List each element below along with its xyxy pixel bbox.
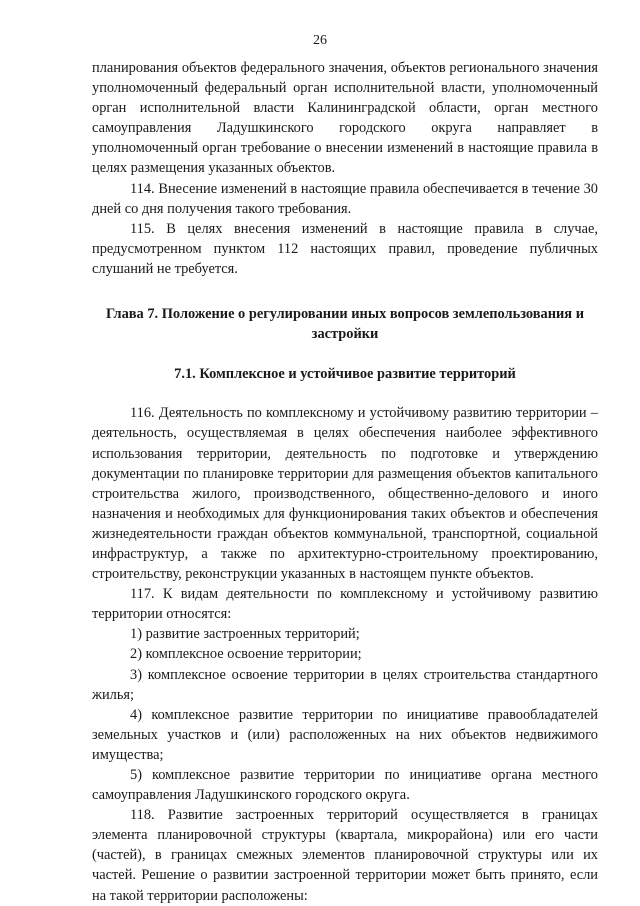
paragraph-117: 117. К видам деятельности по комплексному и устойчивому развитию территории относятся: bbox=[92, 586, 598, 623]
paragraph-116: 116. Деятельность по комплексному и устойчивому развитию территории – деятельность, осуществляемая в целях обеспечения наиболее эффективного использования территории, деятельность по подготовке и утверждению документации по планировке территории для размещения объектов капитального строительства жилого, производственного, общественно-делового и иного назначения и необходимых для функционирования таких объектов и обеспечения жизнедеятельности граждан объектов коммунальной, транспортной, социальной инфраструктур, а также по архитектурно-строительному проектированию, строительству, реконструкции указанных в настоящем пункте объектов. bbox=[92, 405, 598, 583]
paragraph-118: 118. Развитие застроенных территорий осуществляется в границах элемента планировочной структуры (квартала, микрорайона) или его части (частей), в границах смежных элементов планировочной структуры или их частей. Решение о развитии застроенной территории может быть принято, если на такой территории расположены: bbox=[92, 807, 598, 904]
paragraph-continuation: планирования объектов федерального значения, объектов регионального значения уполномоченный федеральный орган исполнительной власти, уполномоченный орган исполнительной власти Калининградской области, орган местного самоуправления Ладушкинского городского округа направляет в уполномоченный орган требование о внесении изменений в настоящие правила в целях размещения указанных объектов. bbox=[92, 60, 598, 177]
chapter-heading: Глава 7. Положение о регулировании иных вопросов землепользования и застройки bbox=[105, 306, 584, 343]
list-item: 4) комплексное развитие территории по инициативе правообладателей земельных участков и (или) расположенных на них объектов недвижимого имущества; bbox=[92, 706, 598, 763]
list-item: 5) комплексное развитие территории по инициативе органа местного самоуправления Ладушкинского городского округа. bbox=[92, 767, 598, 804]
paragraph-114: 114. Внесение изменений в настоящие правила обеспечивается в течение 30 дней со дня получения такого требования. bbox=[92, 180, 598, 217]
document-body bbox=[92, 58, 598, 906]
list-item: 3) комплексное освоение территории в целях строительства стандартного жилья; bbox=[92, 666, 598, 703]
paragraph-115: 115. В целях внесения изменений в настоящие правила в случае, предусмотренном пунктом 112 настоящих правил, проведение публичных слушаний не требуется. bbox=[92, 220, 598, 277]
page-number: 26 bbox=[313, 33, 327, 48]
list-item: 1) развитие застроенных территорий; bbox=[130, 626, 360, 643]
section-heading: 7.1. Комплексное и устойчивое развитие территорий bbox=[174, 366, 516, 383]
development-types-list bbox=[92, 624, 598, 805]
list-item: 2) комплексное освоение территории; bbox=[130, 646, 362, 663]
